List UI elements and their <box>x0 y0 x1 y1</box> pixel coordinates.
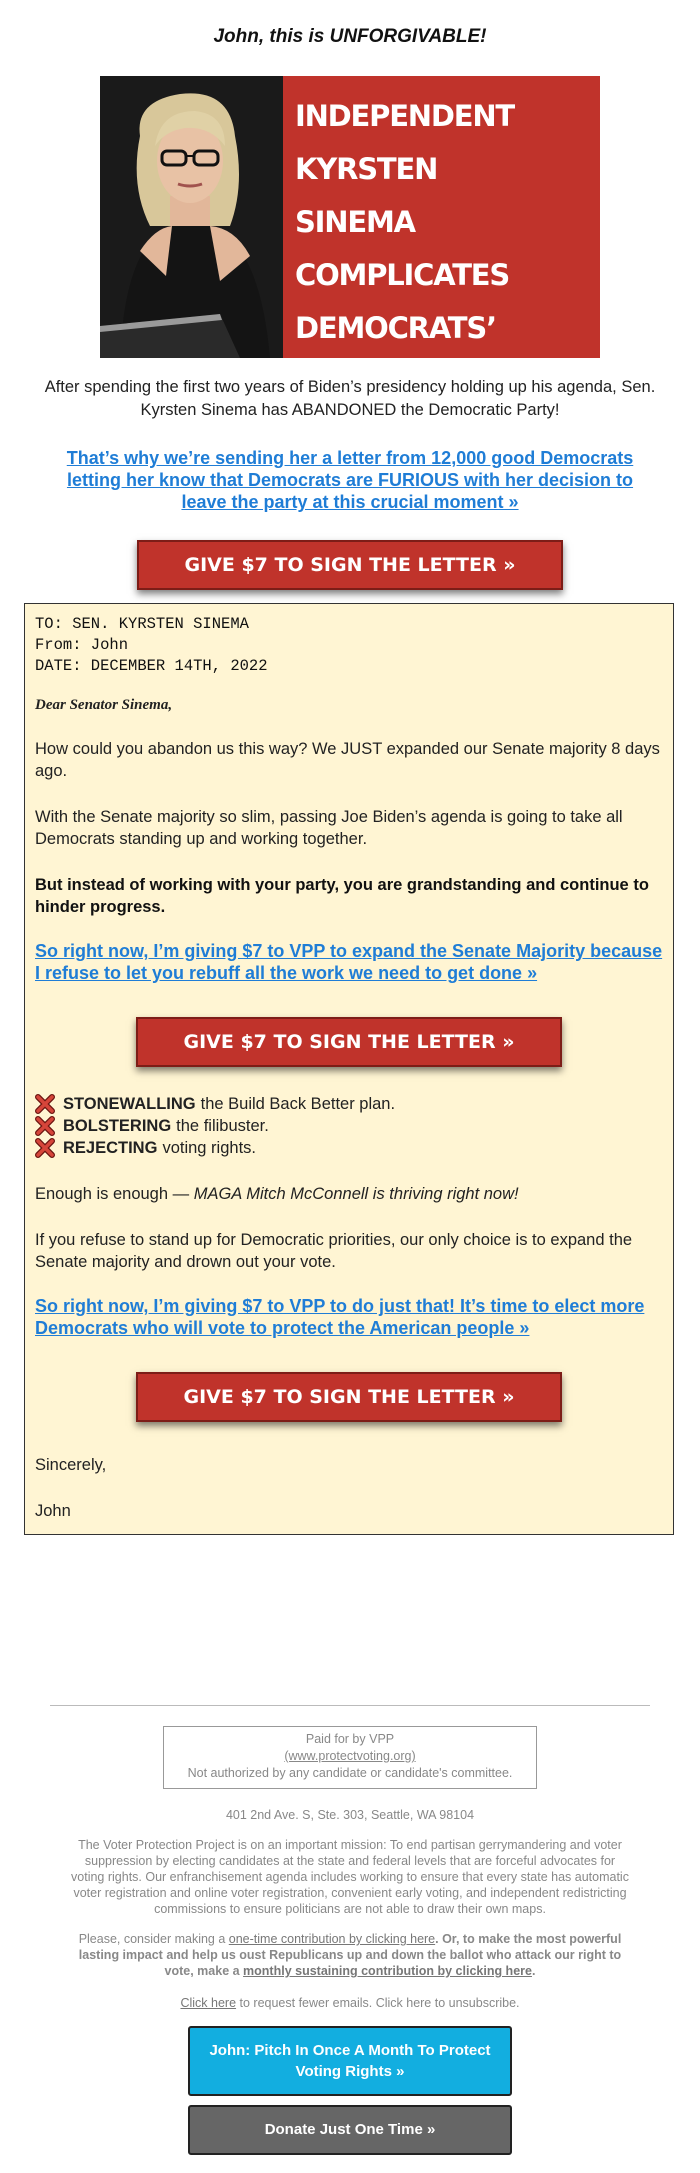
sign-letter-button-2[interactable]: GIVE $7 TO SIGN THE LETTER » <box>136 1017 562 1067</box>
one-time-donate-button[interactable]: Donate Just One Time » <box>188 2105 512 2155</box>
sinema-photo <box>100 76 283 358</box>
letter-paragraph-3: But instead of working with your party, you are grandstanding and continue to hinder progress. <box>35 876 649 916</box>
email-headline: John, this is UNFORGIVABLE! <box>213 26 487 47</box>
sign-letter-button[interactable]: GIVE $7 TO SIGN THE LETTER » <box>137 540 563 590</box>
monthly-contribution-link[interactable]: monthly sustaining contribution by clicking here <box>243 1964 532 1978</box>
letter-paragraph-4: If you refuse to stand up for Democratic priorities, our only choice is to expand the Senate majority and drown out your vote. <box>35 1231 633 1271</box>
red-x-icon <box>35 1138 55 1158</box>
letter-paragraph-2: With the Senate majority so slim, passing Joe Biden’s agenda is going to take all Democrats standing up and working together. <box>35 808 623 848</box>
footer-consider: Please, consider making a one-time contribution by clicking here. Or, to make the most powerful lasting impact and help us oust Republicans up and down the ballot who attack our right to vote, make a monthly sustaining contribution by clicking here. <box>78 1932 622 1978</box>
sign-letter-button-3[interactable]: GIVE $7 TO SIGN THE LETTER » <box>136 1372 562 1422</box>
footer-address: 401 2nd Ave. S, Ste. 303, Seattle, WA 98104 <box>225 1808 475 1822</box>
one-time-contribution-link[interactable]: one-time contribution by clicking here <box>228 1932 436 1946</box>
email-footer <box>0 1535 700 2155</box>
letter-signoff: Sincerely, <box>35 1456 107 1474</box>
intro-link[interactable]: That’s why we’re sending her a letter from 12,000 good Democrats letting her know that Democrats are FURIOUS with her decision to leave the party at this crucial moment » <box>66 448 634 512</box>
red-x-icon <box>35 1116 55 1136</box>
footer-divider <box>50 1705 650 1706</box>
letter-link-1[interactable]: So right now, I’m giving $7 to VPP to expand the Senate Majority because I refuse to let you rebuff all the work we need to get done » <box>35 941 663 983</box>
letter-to: TO: SEN. KYRSTEN SINEMA <box>35 615 249 633</box>
list-item: STONEWALLING the Build Back Better plan. <box>35 1093 663 1115</box>
hero-headline: INDEPENDENT KYRSTEN SINEMA COMPLICATES DEMOCRATS’ <box>295 99 515 345</box>
letter-signature: John <box>35 1502 71 1520</box>
letter-box <box>24 603 674 1535</box>
intro-text: After spending the first two years of Biden’s presidency holding up his agenda, Sen. Kyrsten Sinema has ABANDONED the Democratic Party! <box>44 378 656 419</box>
hero-banner <box>100 76 600 358</box>
letter-link-2[interactable]: So right now, I’m giving $7 to VPP to do just that! It’s time to elect more Democrats who will vote to protect the American people » <box>35 1296 645 1338</box>
vpp-website-link[interactable]: (www.protectvoting.org) <box>284 1749 416 1763</box>
letter-date: DATE: DECEMBER 14TH, 2022 <box>35 657 268 675</box>
letter-from: From: John <box>35 636 129 654</box>
fewer-emails-link[interactable]: Click here <box>180 1996 237 2010</box>
letter-paragraph-1: How could you abandon us this way? We JUST expanded our Senate majority 8 days ago. <box>35 740 660 780</box>
footer-unsubscribe: Click here to request fewer emails. Click here to unsubscribe. <box>180 1996 520 2010</box>
list-item: BOLSTERING the filibuster. <box>35 1115 663 1137</box>
paid-for-box: Paid for by VPP (www.protectvoting.org) Not authorized by any candidate or candidate's committee. <box>163 1726 537 1789</box>
letter-salutation: Dear Senator Sinema, <box>35 697 173 713</box>
enough-text: Enough is enough — MAGA Mitch McConnell is thriving right now! <box>35 1185 519 1203</box>
grievance-list <box>35 1093 663 1159</box>
list-item: REJECTING voting rights. <box>35 1137 663 1159</box>
monthly-donate-button[interactable]: John: Pitch In Once A Month To Protect Voting Rights » <box>188 2026 512 2096</box>
footer-mission: The Voter Protection Project is on an important mission: To end partisan gerrymandering and voter suppression by electing candidates at the state and federal levels that are forceful advocates for voting rights. Our enfranchisement agenda includes working to ensure that every state has automatic voter registration and online voter registration, convenient early voting, and independent redistricting commissions to ensure politicians are not able to draw their own maps. <box>71 1838 629 1916</box>
red-x-icon <box>35 1094 55 1114</box>
